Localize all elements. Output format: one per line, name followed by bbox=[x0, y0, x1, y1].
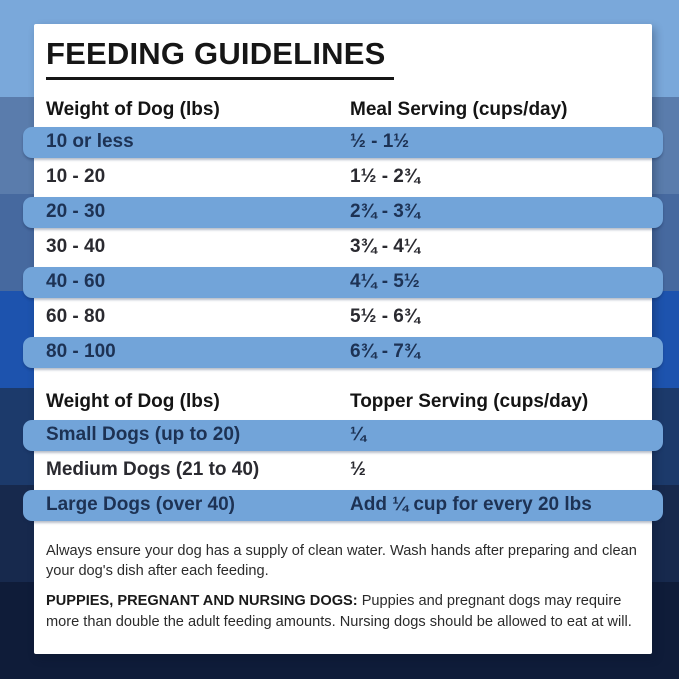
weight-cell: 10 - 20 bbox=[46, 166, 106, 188]
table-row bbox=[46, 453, 640, 488]
meal-serving-table bbox=[46, 127, 640, 368]
weight-column-header: Weight of Dog (lbs) bbox=[46, 390, 220, 412]
table-row bbox=[23, 197, 663, 228]
weight-cell: Large Dogs (over 40) bbox=[46, 494, 235, 516]
puppies-footnote bbox=[46, 591, 642, 632]
puppies-footnote-label: PUPPIES, PREGNANT AND NURSING DOGS: bbox=[46, 593, 358, 610]
footnotes bbox=[46, 541, 642, 633]
weight-cell: 30 - 40 bbox=[46, 236, 106, 258]
topper-table-header bbox=[46, 389, 640, 413]
table-row bbox=[46, 160, 640, 195]
serving-cell: 5½ - 6¾ bbox=[350, 306, 420, 328]
puppies-footnote-text: Puppies and pregnant dogs may require more than double the adult feeding amounts. Nursing dogs should be allowed to eat at will. bbox=[46, 593, 632, 630]
meal-table-header bbox=[46, 97, 640, 121]
table-row bbox=[23, 267, 663, 298]
table-row bbox=[46, 300, 640, 335]
serving-cell: 2¾ - 3¾ bbox=[350, 201, 420, 223]
serving-cell: 4¼ - 5½ bbox=[350, 271, 420, 293]
page-title: FEEDING GUIDELINES bbox=[46, 36, 386, 71]
table-row bbox=[46, 230, 640, 265]
table-row bbox=[23, 420, 663, 451]
weight-cell: Medium Dogs (21 to 40) bbox=[46, 459, 260, 481]
water-footnote: Always ensure your dog has a supply of clean water. Wash hands after preparing and clean your dog's dish after each feeding. bbox=[46, 542, 637, 579]
weight-column-header: Weight of Dog (lbs) bbox=[46, 98, 220, 120]
table-row bbox=[23, 490, 663, 521]
weight-cell: 10 or less bbox=[46, 131, 134, 153]
topper-serving-column-header: Topper Serving (cups/day) bbox=[350, 390, 589, 412]
serving-cell: Add ¼ cup for every 20 lbs bbox=[350, 494, 592, 516]
serving-cell: ½ - 1½ bbox=[350, 131, 410, 153]
weight-cell: 20 - 30 bbox=[46, 201, 106, 223]
weight-cell: 60 - 80 bbox=[46, 306, 106, 328]
serving-cell: ½ bbox=[350, 459, 366, 481]
table-row bbox=[23, 127, 663, 158]
serving-cell: 1½ - 2¾ bbox=[350, 166, 420, 188]
serving-cell: ¼ bbox=[350, 424, 366, 446]
table-row bbox=[23, 337, 663, 368]
topper-serving-table bbox=[46, 420, 640, 521]
feeding-guidelines-card bbox=[34, 24, 652, 654]
meal-serving-column-header: Meal Serving (cups/day) bbox=[350, 98, 568, 120]
weight-cell: 40 - 60 bbox=[46, 271, 106, 293]
weight-cell: Small Dogs (up to 20) bbox=[46, 424, 241, 446]
title-underline bbox=[46, 77, 394, 80]
serving-cell: 3¾ - 4¼ bbox=[350, 236, 420, 258]
weight-cell: 80 - 100 bbox=[46, 341, 116, 363]
serving-cell: 6¾ - 7¾ bbox=[350, 341, 420, 363]
